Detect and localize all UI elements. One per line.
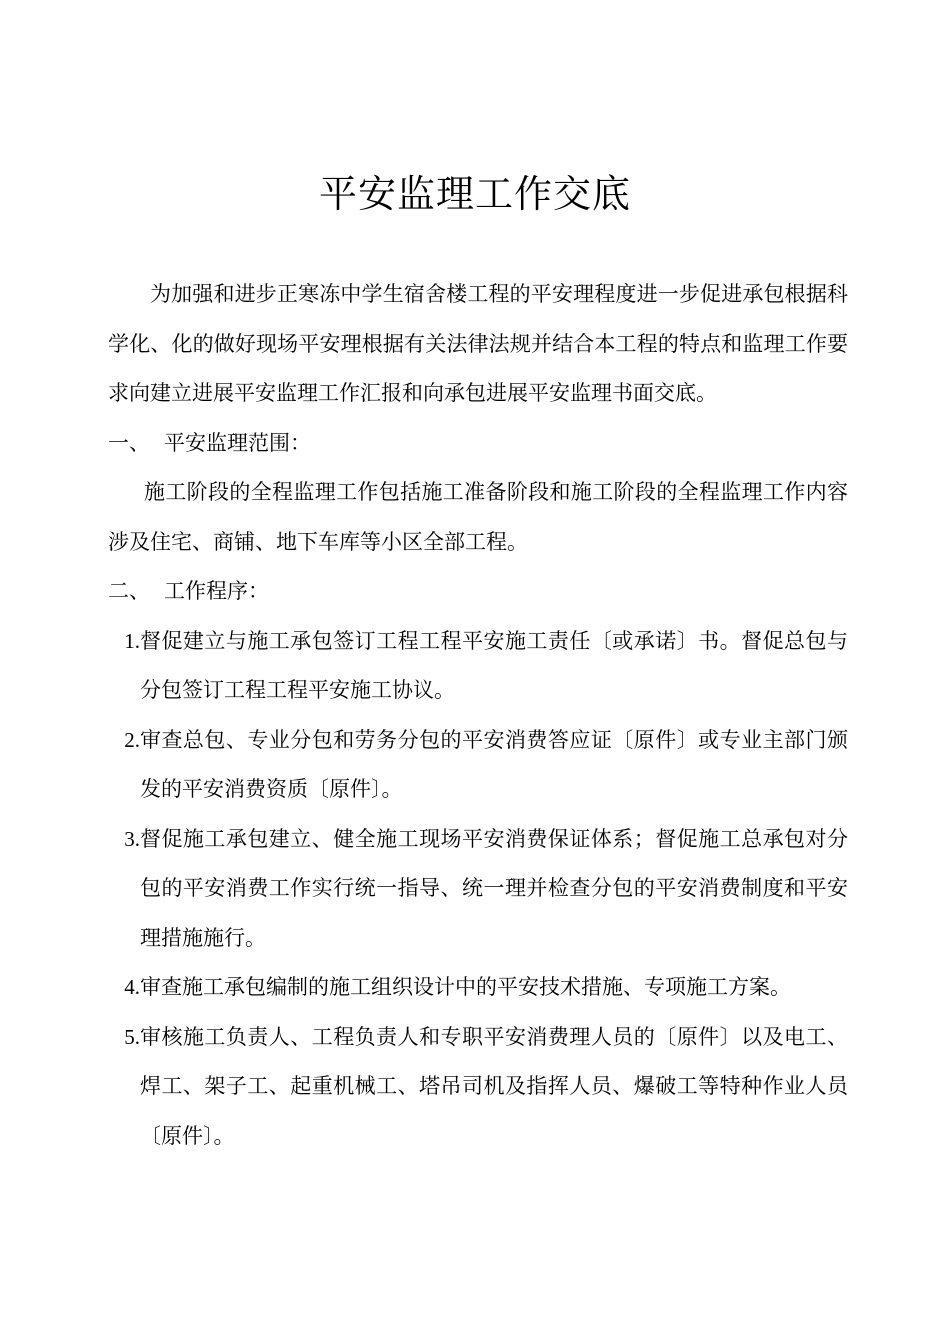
list-item-text: 督促施工承包建立、健全施工现场平安消费保证体系；督促施工总承包对分包的平安消费工作实行统一指导、统一理并检查分包的平安消费制度和平安理措施施行。 [140, 826, 848, 950]
list-item-text: 审查总包、专业分包和劳务分包的平安消费答应证〔原件〕或专业主部门颁发的平安消费资质〔原件〕。 [140, 727, 848, 801]
document-body [108, 270, 848, 1161]
list-item [108, 716, 848, 815]
list-item [108, 1013, 848, 1162]
list-item-number: 4. [124, 975, 140, 999]
list-item [108, 617, 848, 716]
section-heading-scope [108, 419, 848, 469]
list-item [108, 963, 848, 1013]
section-title: 工作程序： [164, 579, 269, 603]
list-item-text: 审查施工承包编制的施工组织设计中的平安技术措施、专项施工方案。 [140, 975, 791, 999]
section-number: 二、 [108, 579, 150, 603]
list-item [108, 815, 848, 964]
section-heading-procedure [108, 567, 848, 617]
scope-paragraph: 施工阶段的全程监理工作包括施工准备阶段和施工阶段的全程监理工作内容涉及住宅、商铺、地下车库等小区全部工程。 [108, 480, 848, 554]
list-item-number: 2. [124, 727, 140, 752]
list-item-text: 审核施工负责人、工程负责人和专职平安消费理人员的〔原件〕以及电工、焊工、架子工、起重机械工、塔吊司机及指挥人员、爆破工等特种作业人员〔原件〕。 [140, 1024, 848, 1148]
list-item-number: 3. [124, 826, 140, 851]
list-item-number: 5. [124, 1024, 140, 1049]
page-title: 平安监理工作交底 [318, 172, 631, 216]
list-item-number: 1. [124, 628, 140, 653]
section-number: 一、 [108, 430, 150, 455]
procedure-list [108, 617, 848, 1162]
section-title: 平安监理范围： [164, 430, 311, 455]
intro-paragraph: 为加强和进步正寒冻中学生宿舍楼工程的平安理程度进一步促进承包根据科学化、化的做好现场平安理根据有关法律法规并结合本工程的特点和监理工作要求向建立进展平安监理工作汇报和向承包进展平安监理书面交底。 [108, 282, 848, 405]
list-item-text: 督促建立与施工承包签订工程工程平安施工责任〔或承诺〕书。督促总包与分包签订工程工程平安施工协议。 [140, 628, 848, 702]
